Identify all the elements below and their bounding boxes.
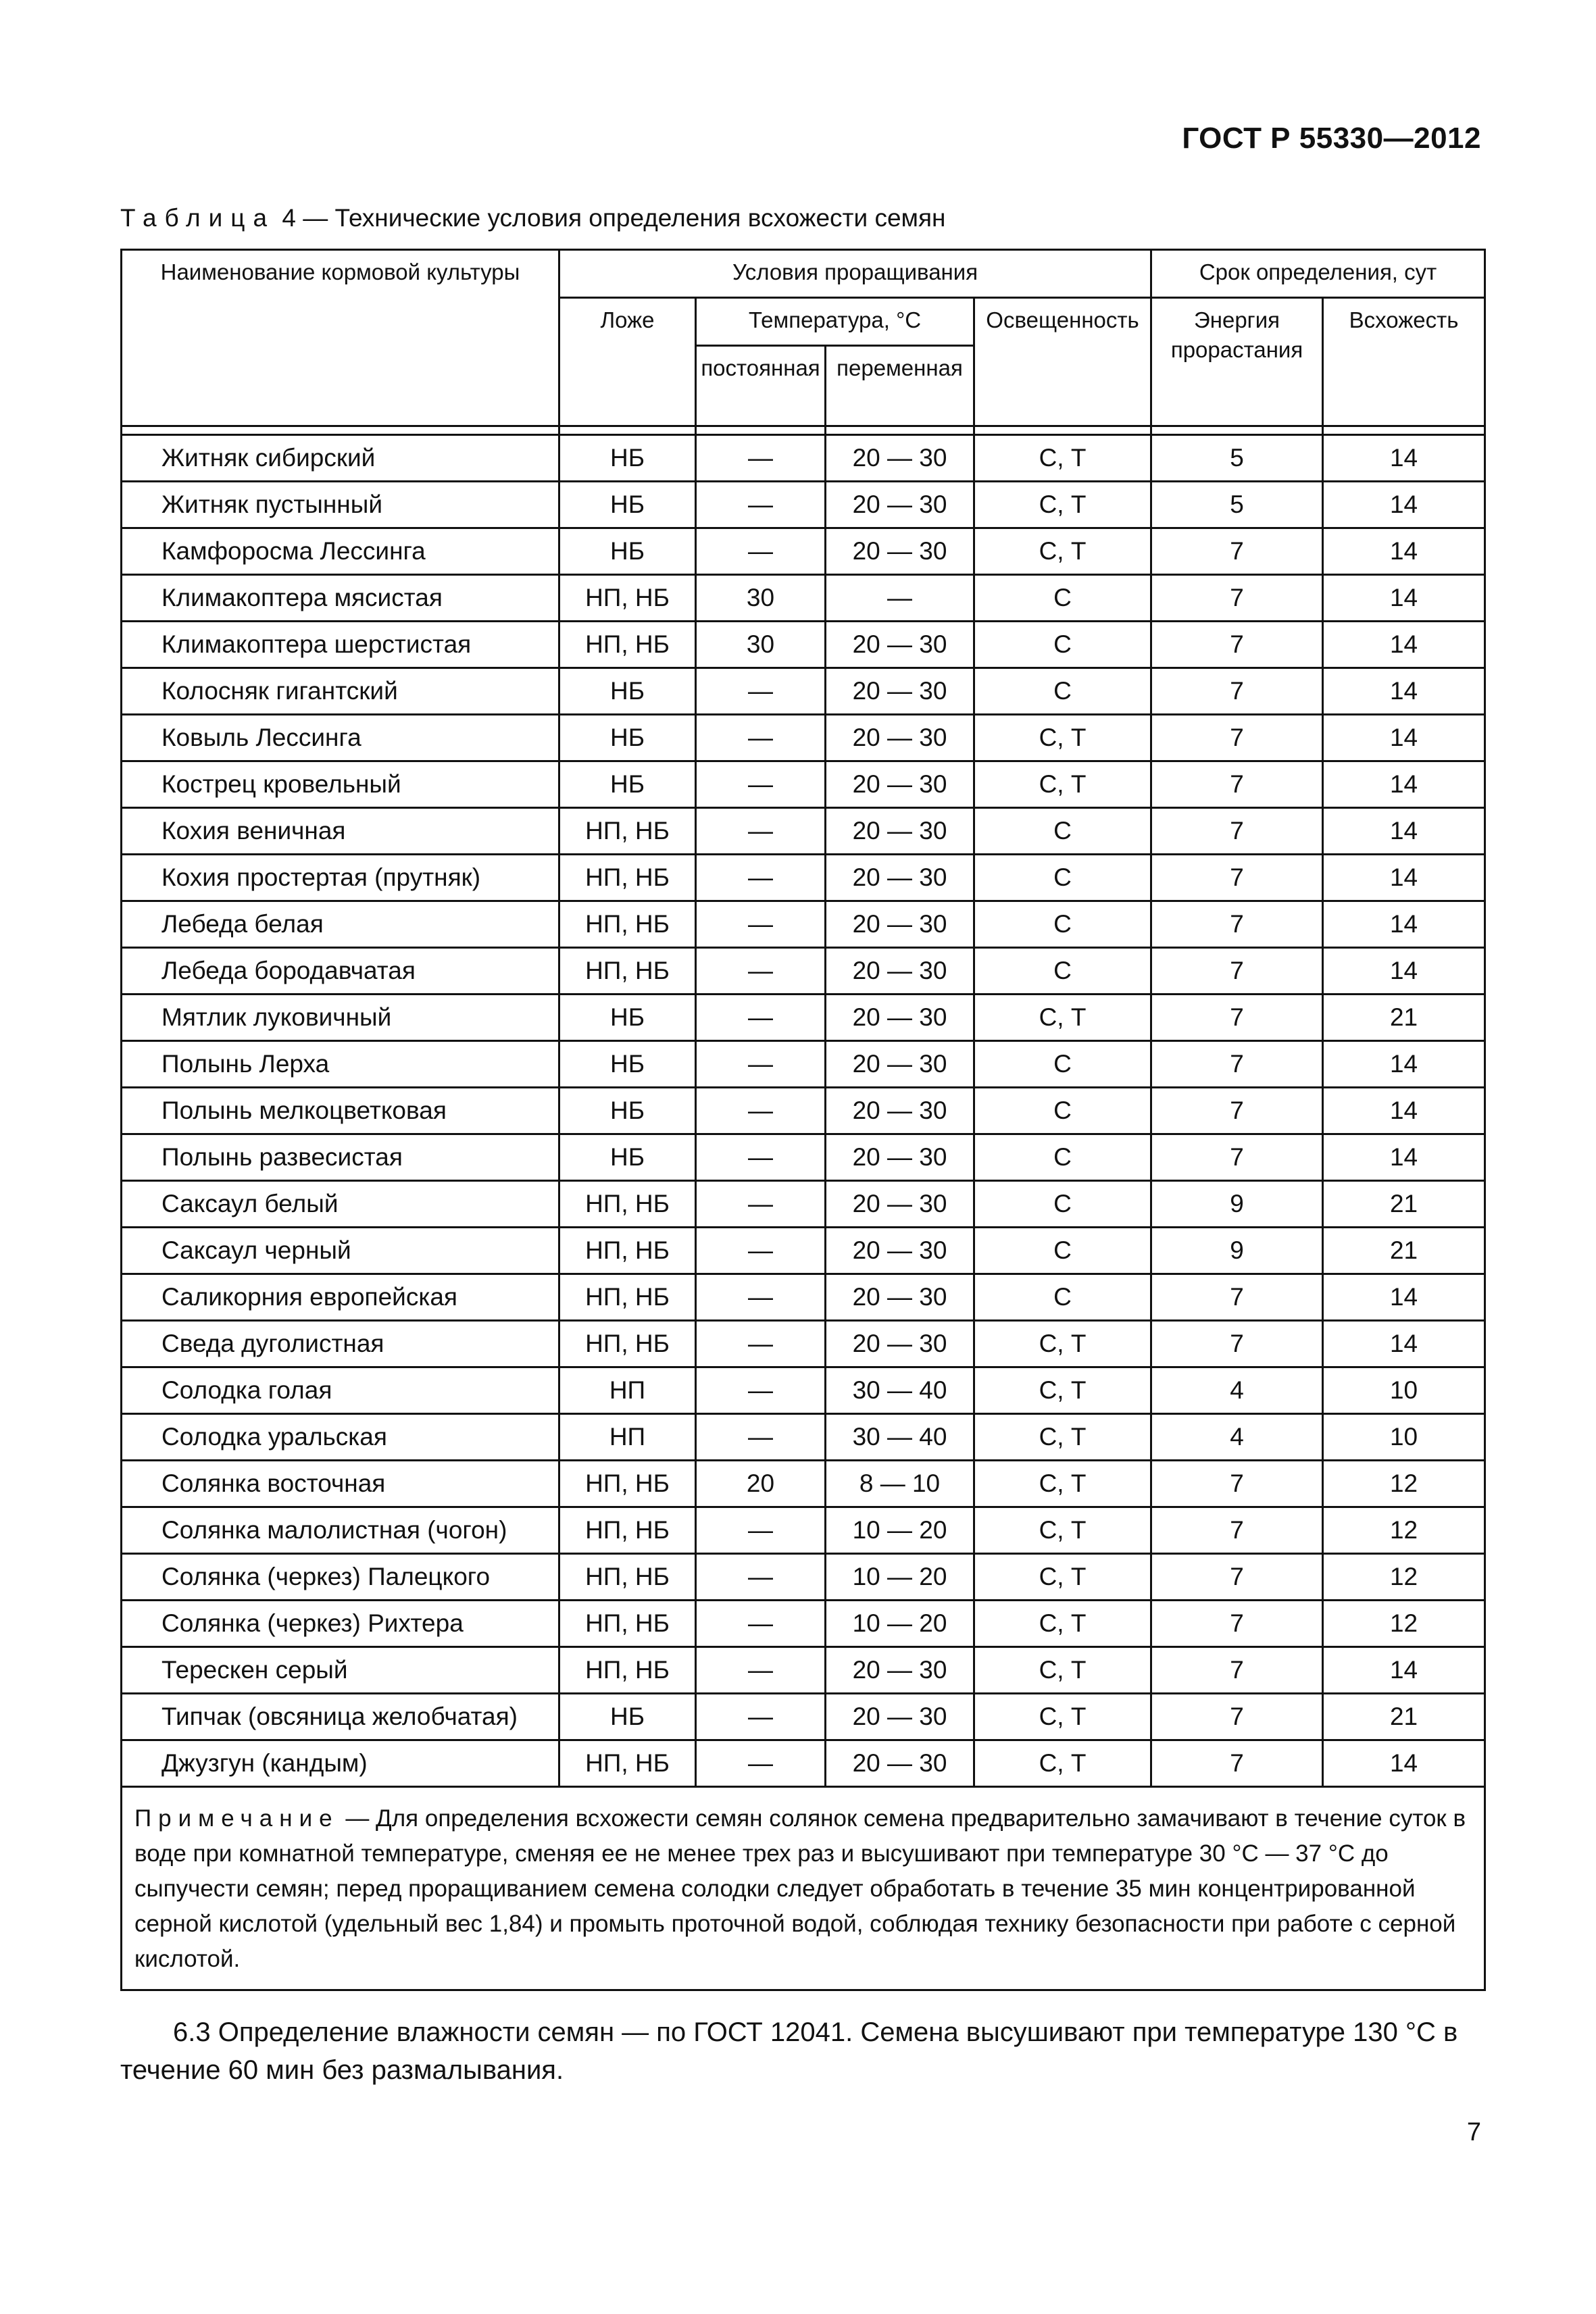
cell-lighting: С, Т [974, 1601, 1151, 1647]
cell-energy: 7 [1151, 668, 1323, 715]
table-row [122, 1461, 1485, 1507]
cell-culture-name: Лебеда белая [122, 901, 559, 948]
cell-energy: 7 [1151, 1274, 1323, 1321]
header-constant: постоянная [696, 346, 826, 426]
cell-energy: 7 [1151, 1088, 1323, 1134]
cell-germination: 12 [1323, 1554, 1485, 1601]
cell-culture-name: Мятлик луковичный [122, 995, 559, 1041]
cell-culture-name: Типчак (овсяница желобчатая) [122, 1694, 559, 1740]
cell-energy: 9 [1151, 1181, 1323, 1228]
cell-bed: НБ [559, 1041, 696, 1088]
cell-energy: 7 [1151, 1740, 1323, 1787]
cell-temp-variable: 20 — 30 [826, 995, 974, 1041]
cell-germination: 14 [1323, 435, 1485, 482]
cell-bed: НБ [559, 715, 696, 761]
cell-germination: 14 [1323, 948, 1485, 995]
table-caption [120, 204, 945, 232]
cell-temp-constant: — [696, 901, 826, 948]
cell-temp-constant: — [696, 482, 826, 528]
cell-lighting: С [974, 1274, 1151, 1321]
header-separator [122, 426, 559, 435]
cell-lighting: С [974, 1088, 1151, 1134]
table-row [122, 435, 1485, 482]
table-row [122, 1367, 1485, 1414]
table-row [122, 761, 1485, 808]
table-caption-text: 4 — Технические условия определения всхожести семян [282, 204, 946, 232]
cell-culture-name: Климакоптера шерстистая [122, 622, 559, 668]
cell-temp-constant: — [696, 808, 826, 855]
cell-bed: НП, НБ [559, 575, 696, 622]
cell-temp-constant: — [696, 761, 826, 808]
cell-temp-constant: — [696, 1507, 826, 1554]
cell-temp-variable: 20 — 30 [826, 435, 974, 482]
cell-temp-constant: — [696, 668, 826, 715]
cell-germination: 21 [1323, 1228, 1485, 1274]
cell-temp-variable: 20 — 30 [826, 1274, 974, 1321]
cell-temp-variable: 20 — 30 [826, 1041, 974, 1088]
cell-lighting: С, Т [974, 1367, 1151, 1414]
cell-culture-name: Кострец кровельный [122, 761, 559, 808]
table-row [122, 1507, 1485, 1554]
cell-culture-name: Кохия простертая (прутняк) [122, 855, 559, 901]
cell-temp-variable: 20 — 30 [826, 1321, 974, 1367]
cell-energy: 5 [1151, 435, 1323, 482]
cell-temp-variable: 20 — 30 [826, 482, 974, 528]
cell-temp-constant: — [696, 1088, 826, 1134]
cell-germination: 14 [1323, 482, 1485, 528]
header-separator [974, 426, 1151, 435]
cell-temp-variable: 10 — 20 [826, 1554, 974, 1601]
cell-temp-variable: 20 — 30 [826, 1694, 974, 1740]
cell-germination: 12 [1323, 1507, 1485, 1554]
cell-germination: 14 [1323, 761, 1485, 808]
cell-energy: 7 [1151, 761, 1323, 808]
cell-bed: НБ [559, 995, 696, 1041]
cell-temp-constant: — [696, 1367, 826, 1414]
cell-lighting: С [974, 1041, 1151, 1088]
cell-culture-name: Климакоптера мясистая [122, 575, 559, 622]
note-text: — Для определения всхожести семян солянок семена предварительно замачивают в течение суток в воде при комнатной температуре, сменяя ее не менее трех раз и высушивают при температуре 30 °С — 37 °С до сыпучести семян; перед проращиванием семена солодки следует обработать в течение 35 мин концентрированной серной кислотой (удельный вес 1,84) и промыть проточной водой, соблюдая технику безопасности при работе с серной кислотой. [134, 1805, 1466, 1972]
cell-lighting: С [974, 855, 1151, 901]
header-separator [1151, 426, 1323, 435]
cell-culture-name: Ковыль Лессинга [122, 715, 559, 761]
cell-germination: 14 [1323, 1134, 1485, 1181]
cell-bed: НП, НБ [559, 1554, 696, 1601]
cell-bed: НП, НБ [559, 1321, 696, 1367]
cell-temp-constant: — [696, 528, 826, 575]
cell-lighting: С, Т [974, 1461, 1151, 1507]
cell-germination: 14 [1323, 1740, 1485, 1787]
cell-temp-variable: 30 — 40 [826, 1367, 974, 1414]
header-conditions: Условия проращивания [559, 250, 1151, 298]
cell-culture-name: Солянка (черкез) Палецкого [122, 1554, 559, 1601]
cell-bed: НБ [559, 528, 696, 575]
cell-temp-variable: 20 — 30 [826, 1088, 974, 1134]
cell-culture-name: Лебеда бородавчатая [122, 948, 559, 995]
cell-bed: НП, НБ [559, 1228, 696, 1274]
germination-conditions-table [120, 249, 1486, 1991]
cell-germination: 14 [1323, 528, 1485, 575]
table-row [122, 1274, 1485, 1321]
table-row [122, 855, 1485, 901]
cell-temp-variable: 20 — 30 [826, 808, 974, 855]
section-paragraph: 6.3 Определение влажности семян — по ГОСТ 12041. Семена высушивают при температуре 130 °С в течение 60 мин без размалывания. [120, 2017, 1458, 2085]
cell-energy: 7 [1151, 1647, 1323, 1694]
cell-temp-constant: — [696, 1228, 826, 1274]
cell-culture-name: Терескен серый [122, 1647, 559, 1694]
cell-lighting: С [974, 575, 1151, 622]
cell-bed: НБ [559, 482, 696, 528]
cell-germination: 14 [1323, 1041, 1485, 1088]
cell-bed: НП [559, 1367, 696, 1414]
cell-bed: НБ [559, 668, 696, 715]
cell-bed: НП, НБ [559, 622, 696, 668]
cell-lighting: С, Т [974, 1321, 1151, 1367]
table-note [122, 1787, 1485, 1990]
table-row [122, 1740, 1485, 1787]
table-row [122, 1321, 1485, 1367]
cell-bed: НП, НБ [559, 948, 696, 995]
cell-germination: 12 [1323, 1601, 1485, 1647]
cell-temp-variable: — [826, 575, 974, 622]
cell-energy: 7 [1151, 808, 1323, 855]
cell-energy: 7 [1151, 528, 1323, 575]
cell-germination: 14 [1323, 901, 1485, 948]
table-row [122, 1554, 1485, 1601]
cell-germination: 10 [1323, 1414, 1485, 1461]
table-body [122, 435, 1485, 1787]
cell-temp-constant: — [696, 995, 826, 1041]
cell-bed: НП [559, 1414, 696, 1461]
cell-energy: 7 [1151, 1321, 1323, 1367]
cell-germination: 14 [1323, 855, 1485, 901]
header-period: Срок определения, сут [1151, 250, 1485, 298]
cell-lighting: С, Т [974, 435, 1151, 482]
cell-culture-name: Джузгун (кандым) [122, 1740, 559, 1787]
cell-energy: 7 [1151, 1554, 1323, 1601]
cell-temp-variable: 20 — 30 [826, 668, 974, 715]
cell-energy: 4 [1151, 1414, 1323, 1461]
cell-energy: 7 [1151, 855, 1323, 901]
cell-lighting: С, Т [974, 1694, 1151, 1740]
cell-temp-variable: 20 — 30 [826, 1647, 974, 1694]
cell-energy: 7 [1151, 715, 1323, 761]
cell-temp-variable: 20 — 30 [826, 901, 974, 948]
cell-bed: НП, НБ [559, 1181, 696, 1228]
cell-temp-constant: — [696, 435, 826, 482]
cell-germination: 14 [1323, 808, 1485, 855]
table-row [122, 575, 1485, 622]
cell-temp-variable: 8 — 10 [826, 1461, 974, 1507]
cell-temp-variable: 20 — 30 [826, 855, 974, 901]
cell-bed: НБ [559, 1694, 696, 1740]
cell-temp-variable: 20 — 30 [826, 528, 974, 575]
cell-culture-name: Полынь Лерха [122, 1041, 559, 1088]
cell-lighting: С, Т [974, 715, 1151, 761]
cell-energy: 7 [1151, 948, 1323, 995]
cell-temp-constant: — [696, 1554, 826, 1601]
cell-lighting: С, Т [974, 1507, 1151, 1554]
cell-culture-name: Солодка голая [122, 1367, 559, 1414]
header-separator [826, 426, 974, 435]
cell-temp-variable: 20 — 30 [826, 1181, 974, 1228]
table-row [122, 1041, 1485, 1088]
table-row [122, 808, 1485, 855]
table-row [122, 948, 1485, 995]
cell-temp-constant: — [696, 1041, 826, 1088]
cell-lighting: С [974, 1134, 1151, 1181]
table-row [122, 1601, 1485, 1647]
cell-lighting: С [974, 622, 1151, 668]
cell-temp-variable: 20 — 30 [826, 1228, 974, 1274]
cell-energy: 5 [1151, 482, 1323, 528]
cell-temp-constant: 30 [696, 622, 826, 668]
cell-temp-constant: 30 [696, 575, 826, 622]
cell-lighting: С [974, 668, 1151, 715]
table-row [122, 1228, 1485, 1274]
table-row [122, 668, 1485, 715]
cell-bed: НП, НБ [559, 1740, 696, 1787]
cell-culture-name: Солянка малолистная (чогон) [122, 1507, 559, 1554]
header-variable: переменная [826, 346, 974, 426]
cell-energy: 9 [1151, 1228, 1323, 1274]
header-lighting: Освещенность [974, 298, 1151, 426]
cell-culture-name: Житняк пустынный [122, 482, 559, 528]
cell-culture-name: Колосняк гигантский [122, 668, 559, 715]
cell-temp-constant: — [696, 1134, 826, 1181]
cell-germination: 14 [1323, 1274, 1485, 1321]
cell-temp-constant: 20 [696, 1461, 826, 1507]
cell-energy: 7 [1151, 1601, 1323, 1647]
cell-energy: 7 [1151, 1134, 1323, 1181]
cell-temp-variable: 20 — 30 [826, 761, 974, 808]
header-bed: Ложе [559, 298, 696, 426]
table-row [122, 622, 1485, 668]
table-row [122, 995, 1485, 1041]
cell-culture-name: Сведа дуголистная [122, 1321, 559, 1367]
cell-temp-variable: 10 — 20 [826, 1601, 974, 1647]
cell-bed: НБ [559, 435, 696, 482]
cell-bed: НП, НБ [559, 808, 696, 855]
table-row [122, 1694, 1485, 1740]
cell-temp-variable: 30 — 40 [826, 1414, 974, 1461]
cell-temp-variable: 20 — 30 [826, 622, 974, 668]
cell-germination: 12 [1323, 1461, 1485, 1507]
header-culture: Наименование кормовой культуры [122, 250, 559, 426]
cell-culture-name: Саксаул белый [122, 1181, 559, 1228]
cell-temp-constant: — [696, 1601, 826, 1647]
cell-bed: НП, НБ [559, 1274, 696, 1321]
cell-energy: 7 [1151, 1694, 1323, 1740]
cell-bed: НП, НБ [559, 1461, 696, 1507]
cell-lighting: С, Т [974, 1414, 1151, 1461]
cell-germination: 21 [1323, 995, 1485, 1041]
cell-lighting: С [974, 901, 1151, 948]
cell-temp-constant: — [696, 1181, 826, 1228]
cell-energy: 7 [1151, 1461, 1323, 1507]
note-label: Примечание [134, 1805, 339, 1832]
table-row [122, 715, 1485, 761]
cell-bed: НБ [559, 1088, 696, 1134]
cell-lighting: С [974, 1181, 1151, 1228]
table-row [122, 1088, 1485, 1134]
cell-lighting: С, Т [974, 528, 1151, 575]
cell-temp-constant: — [696, 855, 826, 901]
table-row [122, 1414, 1485, 1461]
cell-temp-variable: 20 — 30 [826, 948, 974, 995]
table-row [122, 528, 1485, 575]
table-row [122, 1647, 1485, 1694]
header-germination: Всхожесть [1323, 298, 1485, 426]
header-separator [696, 426, 826, 435]
cell-germination: 14 [1323, 1647, 1485, 1694]
cell-culture-name: Кохия веничная [122, 808, 559, 855]
cell-energy: 7 [1151, 1507, 1323, 1554]
cell-culture-name: Камфоросма Лессинга [122, 528, 559, 575]
cell-temp-constant: — [696, 1321, 826, 1367]
cell-energy: 7 [1151, 995, 1323, 1041]
cell-temp-variable: 20 — 30 [826, 1740, 974, 1787]
cell-lighting: С, Т [974, 995, 1151, 1041]
cell-lighting: С, Т [974, 1554, 1151, 1601]
cell-lighting: С, Т [974, 761, 1151, 808]
cell-culture-name: Солянка (черкез) Рихтера [122, 1601, 559, 1647]
cell-energy: 7 [1151, 575, 1323, 622]
table-row [122, 1181, 1485, 1228]
cell-culture-name: Житняк сибирский [122, 435, 559, 482]
cell-temp-constant: — [696, 1414, 826, 1461]
header-separator [559, 426, 696, 435]
header-temperature: Температура, °С [696, 298, 974, 346]
page-number: 7 [1466, 2118, 1481, 2146]
cell-temp-variable: 10 — 20 [826, 1507, 974, 1554]
cell-bed: НБ [559, 1134, 696, 1181]
cell-lighting: С [974, 808, 1151, 855]
cell-culture-name: Саксаул черный [122, 1228, 559, 1274]
cell-bed: НП, НБ [559, 855, 696, 901]
cell-lighting: С [974, 948, 1151, 995]
cell-germination: 14 [1323, 668, 1485, 715]
header-separator [1323, 426, 1485, 435]
cell-temp-constant: — [696, 1740, 826, 1787]
cell-germination: 14 [1323, 715, 1485, 761]
cell-energy: 7 [1151, 1041, 1323, 1088]
cell-germination: 14 [1323, 622, 1485, 668]
cell-culture-name: Саликорния европейская [122, 1274, 559, 1321]
cell-energy: 7 [1151, 901, 1323, 948]
table-row [122, 1134, 1485, 1181]
cell-lighting: С [974, 1228, 1151, 1274]
cell-bed: НП, НБ [559, 901, 696, 948]
cell-bed: НП, НБ [559, 1601, 696, 1647]
table-row [122, 482, 1485, 528]
table-caption-label: Таблица [120, 204, 276, 232]
cell-bed: НП, НБ [559, 1647, 696, 1694]
cell-germination: 10 [1323, 1367, 1485, 1414]
cell-temp-constant: — [696, 1274, 826, 1321]
cell-bed: НП, НБ [559, 1507, 696, 1554]
cell-lighting: С, Т [974, 1647, 1151, 1694]
cell-lighting: С, Т [974, 482, 1151, 528]
cell-germination: 21 [1323, 1694, 1485, 1740]
cell-temp-constant: — [696, 948, 826, 995]
header-energy: Энергия прорастания [1151, 298, 1323, 426]
cell-bed: НБ [559, 761, 696, 808]
table-row [122, 901, 1485, 948]
cell-germination: 14 [1323, 1321, 1485, 1367]
cell-culture-name: Полынь мелкоцветковая [122, 1088, 559, 1134]
cell-culture-name: Солодка уральская [122, 1414, 559, 1461]
cell-temp-constant: — [696, 1694, 826, 1740]
cell-energy: 4 [1151, 1367, 1323, 1414]
cell-germination: 14 [1323, 575, 1485, 622]
cell-lighting: С, Т [974, 1740, 1151, 1787]
cell-germination: 21 [1323, 1181, 1485, 1228]
cell-temp-constant: — [696, 715, 826, 761]
cell-energy: 7 [1151, 622, 1323, 668]
cell-culture-name: Солянка восточная [122, 1461, 559, 1507]
cell-culture-name: Полынь развесистая [122, 1134, 559, 1181]
cell-temp-variable: 20 — 30 [826, 1134, 974, 1181]
cell-temp-variable: 20 — 30 [826, 715, 974, 761]
cell-temp-constant: — [696, 1647, 826, 1694]
document-id: ГОСТ Р 55330—2012 [1182, 122, 1481, 155]
cell-germination: 14 [1323, 1088, 1485, 1134]
